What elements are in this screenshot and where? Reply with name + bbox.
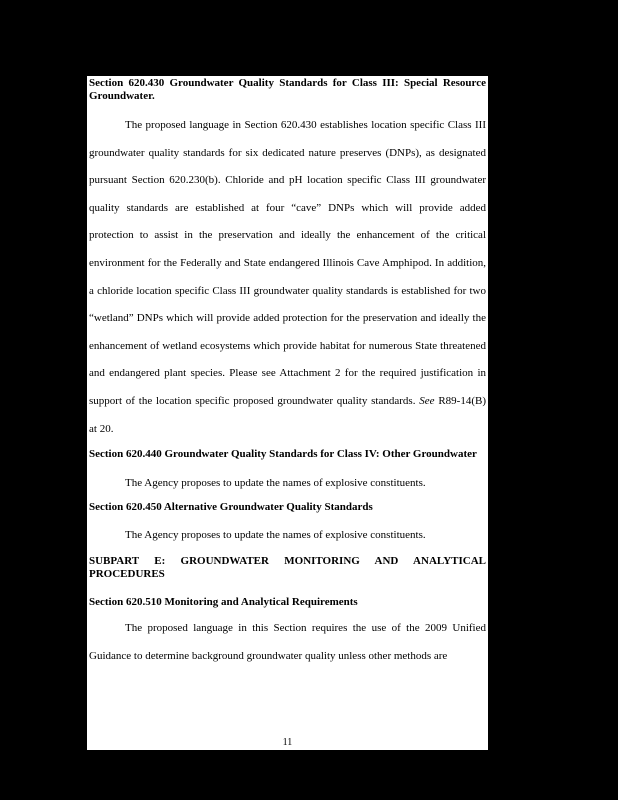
section-620-440-heading: Section 620.440 Groundwater Quality Standards for Class IV: Other Groundwater [89, 448, 477, 461]
section-620-430-text: The proposed language in Section 620.430 establishes location specific Class III groundwater quality standards for six dedicated nature preserves (DNPs), as designated pursuant Section 620.230(b). Chloride and pH location specific Class III groundwater quality standards are established at four “cave” DNPs which will provide added protection to assist in the preservation and ideally the enhancement of the critical environment for the Federally and State endangered Illinois Cave Amphipod. In addition, a chloride location specific Class III groundwater quality standards is established for two “wetland” DNPs which will provide added protection for the preservation and ideally the enhancement of wetland ecosystems which provide habitat for numerous State threatened and endangered plant species. Please see Attachment 2 for the required justification in support of the location specific proposed groundwater quality standards. [89, 119, 486, 407]
subpart-e-heading: SUBPART E: GROUNDWATER MONITORING AND ANALYTICAL PROCEDURES [89, 555, 486, 581]
see-citation-signal: See [419, 394, 435, 407]
section-620-440-paragraph: The Agency proposes to update the names of explosive constituents. [125, 477, 426, 490]
document-page [87, 76, 488, 750]
section-620-430-paragraph [89, 112, 486, 443]
section-620-450-paragraph: The Agency proposes to update the names of explosive constituents. [125, 529, 426, 542]
section-620-450-heading: Section 620.450 Alternative Groundwater Quality Standards [89, 501, 373, 514]
section-620-510-heading: Section 620.510 Monitoring and Analytical Requirements [89, 596, 358, 609]
page-number: 11 [282, 737, 293, 748]
section-620-510-paragraph: The proposed language in this Section requires the use of the 2009 Unified Guidance to determine background groundwater quality unless other methods are [89, 622, 486, 662]
section-620-430-citation: R89-14(B) at 20. [89, 394, 487, 435]
section-620-430-heading: Section 620.430 Groundwater Quality Standards for Class III: Special Resource Groundwater. [89, 77, 486, 102]
